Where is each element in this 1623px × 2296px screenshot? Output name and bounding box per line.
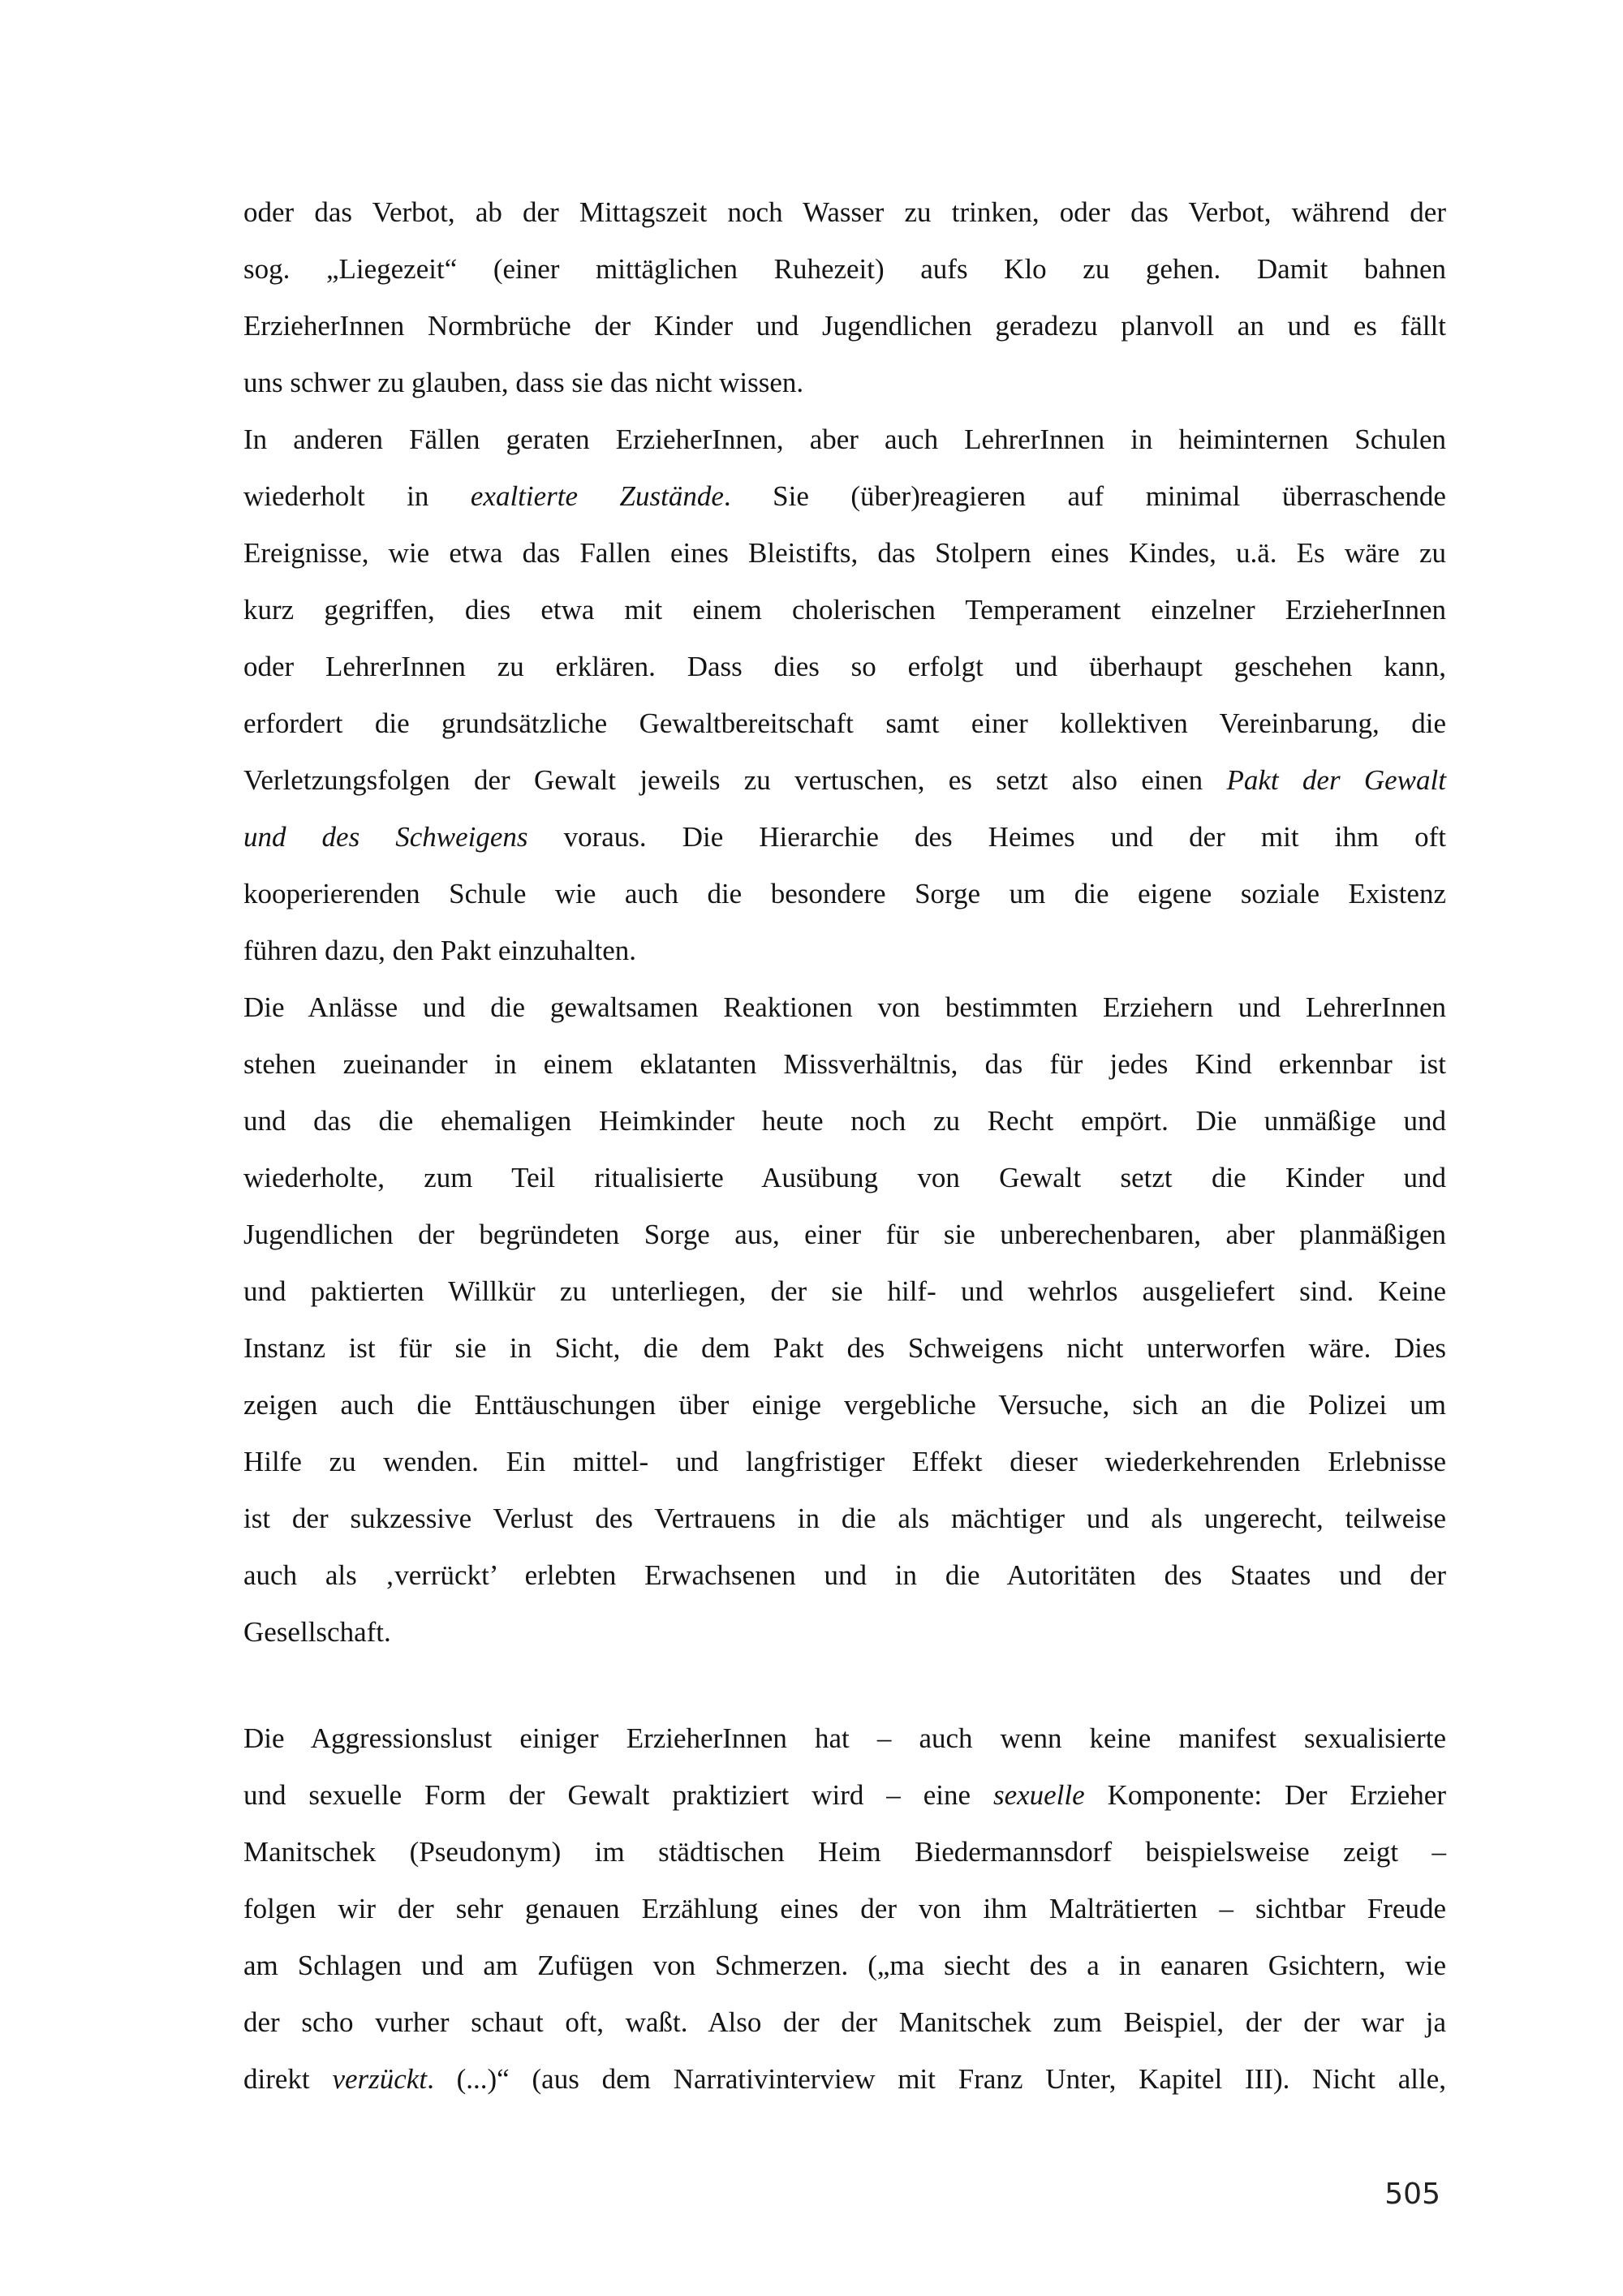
emphasis-text: und des Schweigens (243, 821, 528, 853)
text-line: ErzieherInnen Normbrüche der Kinder und Jugendlichen geradezu planvoll an und es fällt (243, 310, 1446, 342)
text-line: auch als ‚verrückt’ erlebten Erwachsenen und in die Autoritäten des Staates und der (243, 1559, 1446, 1591)
text-run: . Sie (über)reagieren auf minimal überraschende (723, 480, 1446, 512)
text-line: und paktierten Willkür zu unterliegen, der sie hilf- und wehrlos ausgeliefert sind. Keine (243, 1275, 1446, 1307)
text-line: am Schlagen und am Zufügen von Schmerzen. („ma siecht des a in eanaren Gsichtern, wie (243, 1950, 1446, 1981)
text-line: Ereignisse, wie etwa das Fallen eines Bleistifts, das Stolpern eines Kindes, u.ä. Es wäre zu (243, 537, 1446, 569)
page-number: 505 (1384, 2178, 1440, 2211)
text-line: kurz gegriffen, dies etwa mit einem cholerischen Temperament einzelner ErzieherInnen (243, 594, 1446, 626)
text-run: Verletzungsfolgen der Gewalt jeweils zu vertuschen, es setzt also einen (243, 764, 1227, 796)
text-line: Jugendlichen der begründeten Sorge aus, einer für sie unberechenbaren, aber planmäßigen (243, 1219, 1446, 1250)
text-line: Die Aggressionslust einiger ErzieherInnen hat – auch wenn keine manifest sexualisierte (243, 1722, 1446, 1754)
text-line: führen dazu, den Pakt einzuhalten. (243, 935, 636, 966)
text-line (243, 1767, 1446, 1824)
text-line: folgen wir der sehr genauen Erzählung eines der von ihm Malträtierten – sichtbar Freude (243, 1893, 1446, 1924)
text-line: Die Anlässe und die gewaltsamen Reaktionen von bestimmten Erziehern und LehrerInnen (243, 991, 1446, 1023)
text-line: der scho vurher schaut oft, waßt. Also der der Manitschek zum Beispiel, der der war ja (243, 2006, 1446, 2038)
text-run: direkt (243, 2063, 333, 2095)
text-line: stehen zueinander in einem eklatanten Missverhältnis, das für jedes Kind erkennbar ist (243, 1048, 1446, 1080)
text-line: erfordert die grundsätzliche Gewaltbereitschaft samt einer kollektiven Vereinbarung, die (243, 707, 1446, 739)
text-run: . (...)“ (aus dem Narrativinterview mit Franz Unter, Kapitel III). Nicht alle, (427, 2063, 1446, 2095)
text-line (243, 752, 1446, 809)
body-text-block (243, 184, 1446, 1661)
text-line (243, 809, 1446, 866)
text-line: Instanz ist für sie in Sicht, die dem Pakt des Schweigens nicht unterworfen wäre. Dies (243, 1332, 1446, 1364)
text-line: kooperierenden Schule wie auch die besondere Sorge um die eigene soziale Existenz (243, 878, 1446, 909)
text-line: oder LehrerInnen zu erklären. Dass dies so erfolgt und überhaupt geschehen kann, (243, 651, 1446, 682)
text-line: oder das Verbot, ab der Mittagszeit noch Wasser zu trinken, oder das Verbot, während der (243, 196, 1446, 228)
emphasis-text: sexuelle (992, 1779, 1085, 1811)
text-run: Komponente: Der Erzieher (1084, 1779, 1446, 1811)
text-run: und sexuelle Form der Gewalt praktiziert wird – eine (243, 1779, 993, 1811)
text-line: wiederholte, zum Teil ritualisierte Ausübung von Gewalt setzt die Kinder und (243, 1162, 1446, 1193)
text-line (243, 468, 1446, 525)
text-line: Gesellschaft. (243, 1616, 391, 1648)
body-text-block (243, 1710, 1446, 2108)
text-line: In anderen Fällen geraten ErzieherInnen, aber auch LehrerInnen in heiminternen Schulen (243, 424, 1446, 455)
text-line: Hilfe zu wenden. Ein mittel- und langfristiger Effekt dieser wiederkehrenden Erlebnisse (243, 1446, 1446, 1477)
text-line: zeigen auch die Enttäuschungen über einige vergebliche Versuche, sich an die Polizei um (243, 1389, 1446, 1421)
emphasis-text: verzückt (332, 2063, 428, 2095)
emphasis-text: exaltierte Zustände (470, 480, 724, 512)
text-line (243, 2051, 1446, 2108)
emphasis-text: Pakt der Gewalt (1226, 764, 1446, 796)
text-line: Manitschek (Pseudonym) im städtischen Heim Biedermannsdorf beispielsweise zeigt – (243, 1836, 1446, 1868)
text-run: voraus. Die Hierarchie des Heimes und der mit ihm oft (527, 821, 1447, 853)
text-line: und das die ehemaligen Heimkinder heute noch zu Recht empört. Die unmäßige und (243, 1105, 1446, 1137)
text-line: uns schwer zu glauben, dass sie das nicht wissen. (243, 367, 804, 398)
text-line: ist der sukzessive Verlust des Vertrauens in die als mächtiger und als ungerecht, teilweise (243, 1503, 1446, 1534)
text-line: sog. „Liegezeit“ (einer mittäglichen Ruhezeit) aufs Klo zu gehen. Damit bahnen (243, 253, 1446, 285)
text-run: wiederholt in (243, 480, 471, 512)
